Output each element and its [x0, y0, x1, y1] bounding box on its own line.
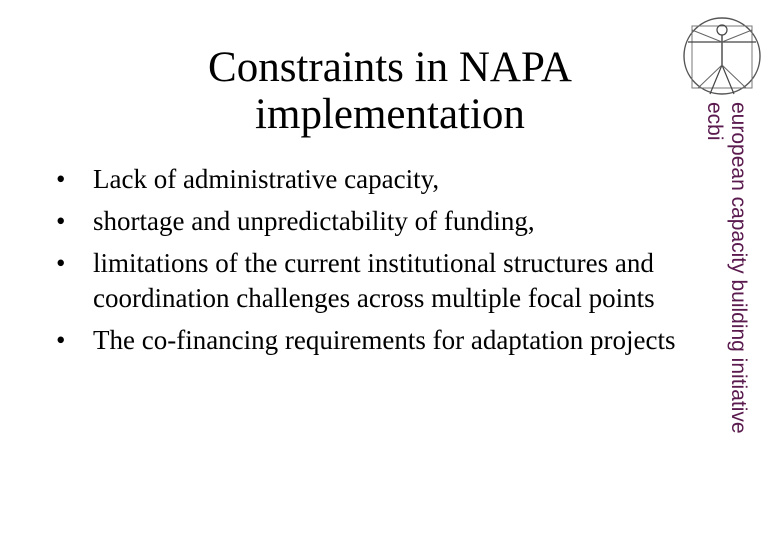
bullet-item [56, 246, 706, 316]
title-line-1: Constraints in NAPA [208, 44, 572, 91]
vitruvian-man-logo [680, 10, 764, 102]
bullet-item [56, 162, 706, 197]
slide-title [150, 44, 630, 138]
bullet-marker: • [56, 206, 66, 236]
bullet-marker: • [56, 325, 66, 355]
organization-side-label [698, 102, 750, 522]
organization-name: european capacity building initiative [727, 102, 750, 434]
bullet-text: limitations of the current institutional structures and coordination challenges across multiple focal points [93, 248, 655, 313]
bullet-marker: • [56, 248, 66, 278]
title-line-2: implementation [255, 91, 525, 138]
bullet-marker: • [56, 164, 66, 194]
organization-acronym: ecbi [703, 102, 726, 141]
bullet-text: The co-financing requirements for adaptation projects [93, 325, 676, 355]
bullet-item [56, 323, 706, 358]
bullet-text: Lack of administrative capacity, [93, 164, 440, 194]
bullet-item [56, 204, 706, 239]
bullet-text: shortage and unpredictability of funding, [93, 206, 535, 236]
bullet-list [56, 162, 706, 365]
